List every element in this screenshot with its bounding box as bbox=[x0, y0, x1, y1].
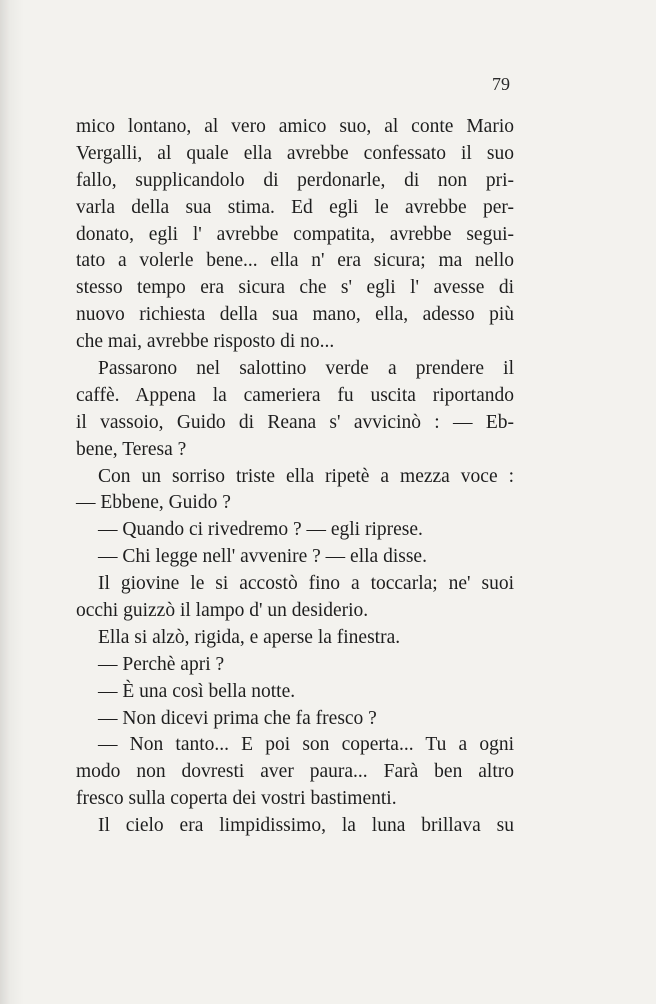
text-line: modo non dovresti aver paura... Farà ben altro bbox=[76, 761, 514, 783]
text-line: — Non dicevi prima che fa fresco ? bbox=[98, 707, 377, 729]
text-line: — Perchè apri ? bbox=[98, 653, 225, 675]
text-line: varla della sua stima. Ed egli le avrebbe per- bbox=[76, 196, 514, 218]
text-line: bene, Teresa ? bbox=[76, 438, 187, 460]
text-line: — Chi legge nell' avvenire ? — ella disse. bbox=[98, 546, 427, 568]
text-line: Vergalli, al quale ella avrebbe confessato il suo bbox=[76, 142, 514, 164]
text-line: tato a volerle bene... ella n' era sicura; ma nello bbox=[76, 250, 514, 272]
text-line: stesso tempo era sicura che s' egli l' avesse di bbox=[76, 277, 514, 299]
page-number: 79 bbox=[492, 74, 510, 94]
text-line: il vassoio, Guido di Reana s' avvicinò : — Eb- bbox=[76, 411, 514, 433]
text-line: — Ebbene, Guido ? bbox=[76, 492, 231, 514]
text-line: nuovo richiesta della sua mano, ella, adesso più bbox=[76, 304, 514, 326]
text-line: Passarono nel salottino verde a prendere il bbox=[98, 358, 514, 380]
text-line: caffè. Appena la cameriera fu uscita riportando bbox=[76, 384, 514, 406]
text-line: Ella si alzò, rigida, e aperse la finestra. bbox=[98, 626, 401, 648]
text-line: donato, egli l' avrebbe compatita, avrebbe segui- bbox=[76, 223, 514, 245]
text-line: che mai, avrebbe risposto di no... bbox=[76, 331, 335, 353]
text-line: fallo, supplicandolo di perdonarle, di non pri- bbox=[76, 169, 514, 191]
text-line: mico lontano, al vero amico suo, al conte Mario bbox=[76, 116, 514, 137]
text-line: occhi guizzò il lampo d' un desiderio. bbox=[76, 600, 369, 622]
text-line: — È una così bella notte. bbox=[98, 680, 296, 702]
text-line: Il cielo era limpidissimo, la luna brillava su bbox=[98, 815, 514, 837]
text-line: Il giovine le si accostò fino a toccarla; ne' suoi bbox=[98, 573, 514, 595]
text-line: — Quando ci rivedremo ? — egli riprese. bbox=[98, 519, 423, 541]
body-text bbox=[76, 114, 514, 840]
text-line: — Non tanto... E poi son coperta... Tu a ogni bbox=[98, 734, 514, 756]
text-line: fresco sulla coperta dei vostri bastimenti. bbox=[76, 788, 397, 810]
text-line: Con un sorriso triste ella ripetè a mezza voce : bbox=[98, 465, 514, 487]
